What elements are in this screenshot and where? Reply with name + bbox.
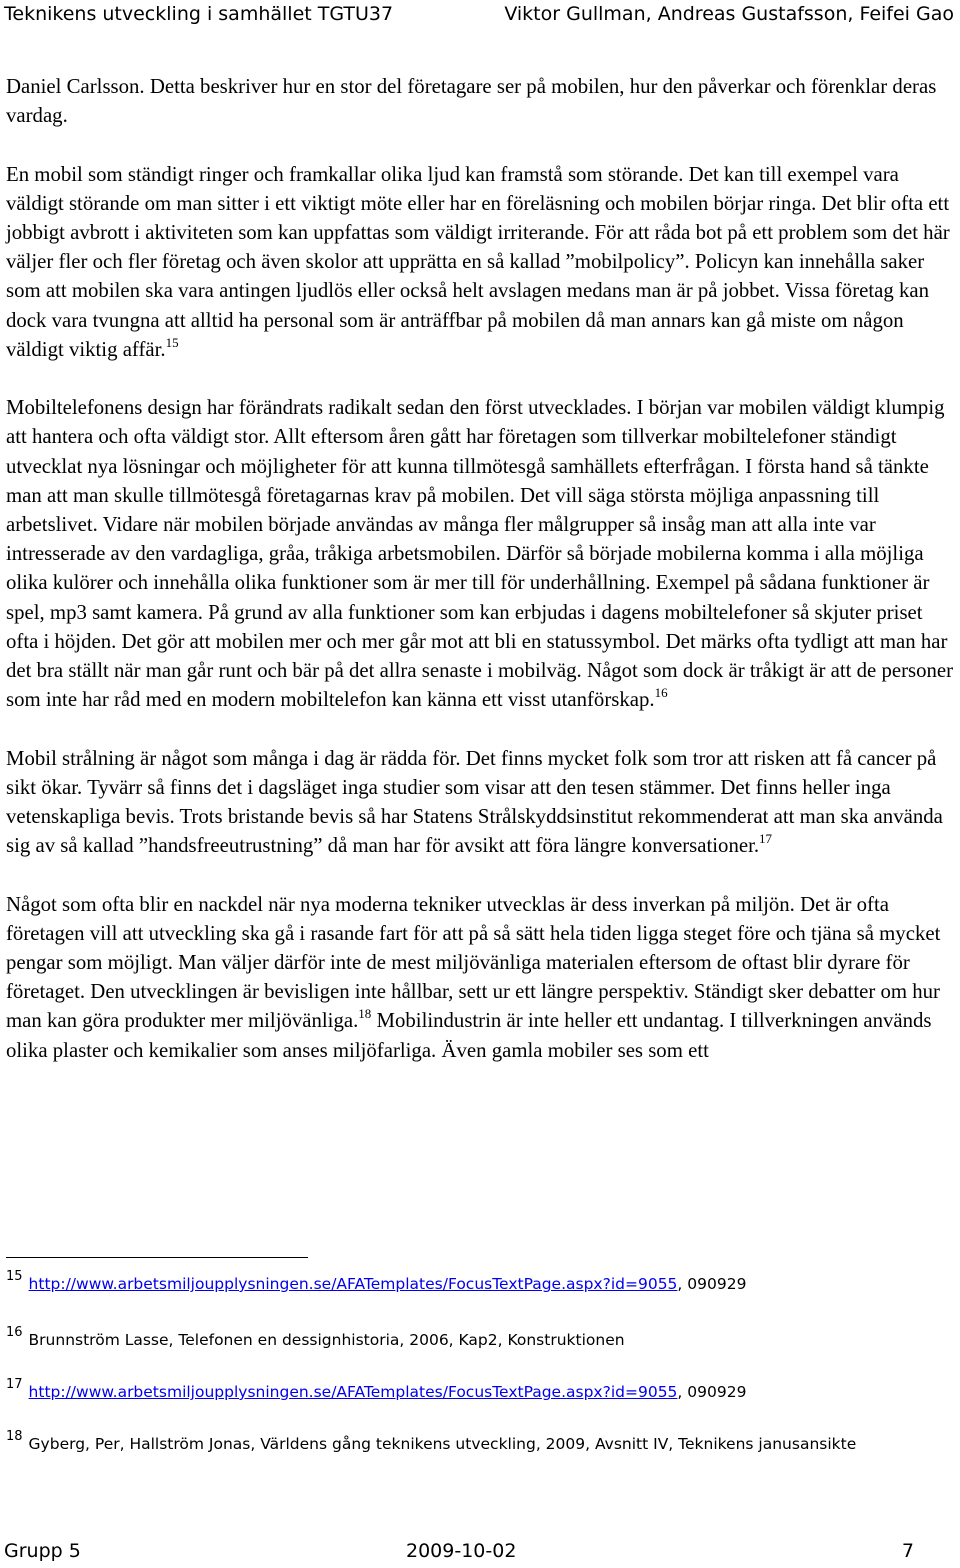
footer-group: Grupp 5	[4, 1540, 81, 1562]
footnote-link[interactable]: http://www.arbetsmiljoupplysningen.se/AFATemplates/FocusTextPage.aspx?id=9055	[28, 1383, 678, 1401]
paragraph-text: En mobil som ständigt ringer och framkallar olika ljud kan framstå som störande. Det kan till exempel vara väldigt störande om man sitter i ett viktigt möte eller har en föreläsning och mobilen börjar ringa. Det blir ofta ett jobbigt avbrott i aktiviteten som kan uppfattas som väldigt irriterande. För att råda bot på ett problem som det här väljer fler och fler företag och även skolor att upprätta en så kallad ”mobilpolicy”. Policyn kan innehålla saker som att mobilen ska vara antingen ljudlös eller också helt avslagen medans man är på jobbet. Vissa företag kan dock vara tvungna att alltid ha personal som är anträffbar på mobilen då man annars kan gå miste om någon väldigt viktig affär.	[6, 162, 950, 361]
paragraph-text: Mobiltelefonens design har förändrats radikalt sedan den först utvecklades. I början var mobilen väldigt klumpig att hantera och ofta väldigt stor. Allt eftersom åren gått har företagen som tillverkar mobiltelefoner ständigt utvecklat nya lösningar och möjligheter för att kunna tillmötesgå samhällets efterfrågan. I första hand så tänkte man att man skulle tillmötesgå företagarnas krav på mobilen. Det vill säga största möjliga anpassning till arbetslivet. Vidare när mobilen började användas av många fler målgrupper så insåg man att alla inte var intresserade av den vardagliga, gråa, tråkiga arbetsmobilen. Därför så började mobilerna komma i alla möjliga olika kulörer och innehålla olika funktioner som är mer till för underhållning. Exempel på sådana funktioner är spel, mp3 samt kamera. På grund av alla funktioner som kan erbjudas i dagens mobiltelefoner så skjuter priset ofta i höjden. Det gör att mobilen mer och mer går mot att bli en statussymbol. Det märks ofta tydligt att man har det bra ställt när man går runt och bär på det allra senaste i mobilväg. Något som dock är tråkigt är att de personer som inte har råd med en modern mobiltelefon kan känna ett visst utanförskap.	[6, 396, 954, 712]
footnote-text: Brunnström Lasse, Telefonen en dessignhistoria, 2006, Kap2, Konstruktionen	[28, 1331, 625, 1349]
paragraph	[6, 72, 956, 130]
paragraph-text: Daniel Carlsson. Detta beskriver hur en stor del företagare ser på mobilen, hur den påverkar och förenklar deras vardag.	[6, 75, 937, 128]
footnote-number: 18	[6, 1429, 23, 1444]
footnote-ref: 17	[759, 831, 773, 847]
paragraph-text: Mobil strålning är något som många i dag är rädda för. Det finns mycket folk som tror att risken att få cancer på sikt ökar. Tyvärr så finns det i dagsläget inga studier som visar att den tesen stämmer. Det finns heller inga vetenskapliga bevis. Trots bristande bevis så har Statens Strålskyddsinstitut rekommenderat att man ska använda sig av så kallad ”handsfreeutrustning” då man har för avsikt att föra längre konversationer.	[6, 746, 943, 858]
paragraph	[6, 393, 956, 714]
footnote-item	[6, 1325, 625, 1349]
paragraph-text: Något som ofta blir en nackdel när nya moderna tekniker utvecklas är dess inverkan på miljön. Det är ofta företagen vill att utveckling ska gå i rasande fart för att på så sätt hela tiden ligga steget före och tjäna så mycket pengar som möjligt. Man väljer därför inte de mest miljövänliga materialen eftersom de oftast blir dyrare för företaget. Den utvecklingen är bevisligen inte hållbar, sett ur ett längre perspektiv. Ständigt sker debatter om hur man kan göra produkter mer miljövänliga.	[6, 892, 941, 1033]
header-authors: Viktor Gullman, Andreas Gustafsson, Feifei Gao	[504, 3, 954, 25]
footnote-link[interactable]: http://www.arbetsmiljoupplysningen.se/AFATemplates/FocusTextPage.aspx?id=9055	[28, 1275, 678, 1293]
footnote-item	[6, 1429, 856, 1453]
footnote-separator	[6, 1257, 308, 1258]
page-number: 7	[901, 1540, 914, 1562]
page-footer	[0, 1538, 960, 1568]
paragraph	[6, 890, 956, 1065]
footnote-item	[6, 1377, 746, 1401]
footnote-number: 15	[6, 1269, 23, 1284]
document-body	[6, 72, 956, 1094]
footnote-ref: 16	[654, 685, 668, 701]
footnote-text: Gyberg, Per, Hallström Jonas, Världens gång teknikens utveckling, 2009, Avsnitt IV, Teknikens janusansikte	[28, 1435, 857, 1453]
footnote-text: , 090929	[677, 1383, 747, 1401]
footnote-ref: 18	[358, 1006, 372, 1022]
footer-date: 2009-10-02	[406, 1540, 517, 1562]
footnote-number: 17	[6, 1377, 23, 1392]
footnote-ref: 15	[165, 334, 179, 350]
paragraph	[6, 160, 956, 364]
footnote-item	[6, 1269, 746, 1293]
footnote-text: , 090929	[677, 1275, 747, 1293]
paragraph	[6, 744, 956, 861]
header-course-title: Teknikens utveckling i samhället TGTU37	[4, 3, 394, 25]
footnote-number: 16	[6, 1325, 23, 1340]
paragraph-text: Mobilindustrin är inte heller ett undantag. I tillverkningen används olika plaster och kemikalier som anses miljöfarliga. Även gamla mobiler ses som ett	[6, 1009, 932, 1062]
page-header	[0, 0, 960, 34]
